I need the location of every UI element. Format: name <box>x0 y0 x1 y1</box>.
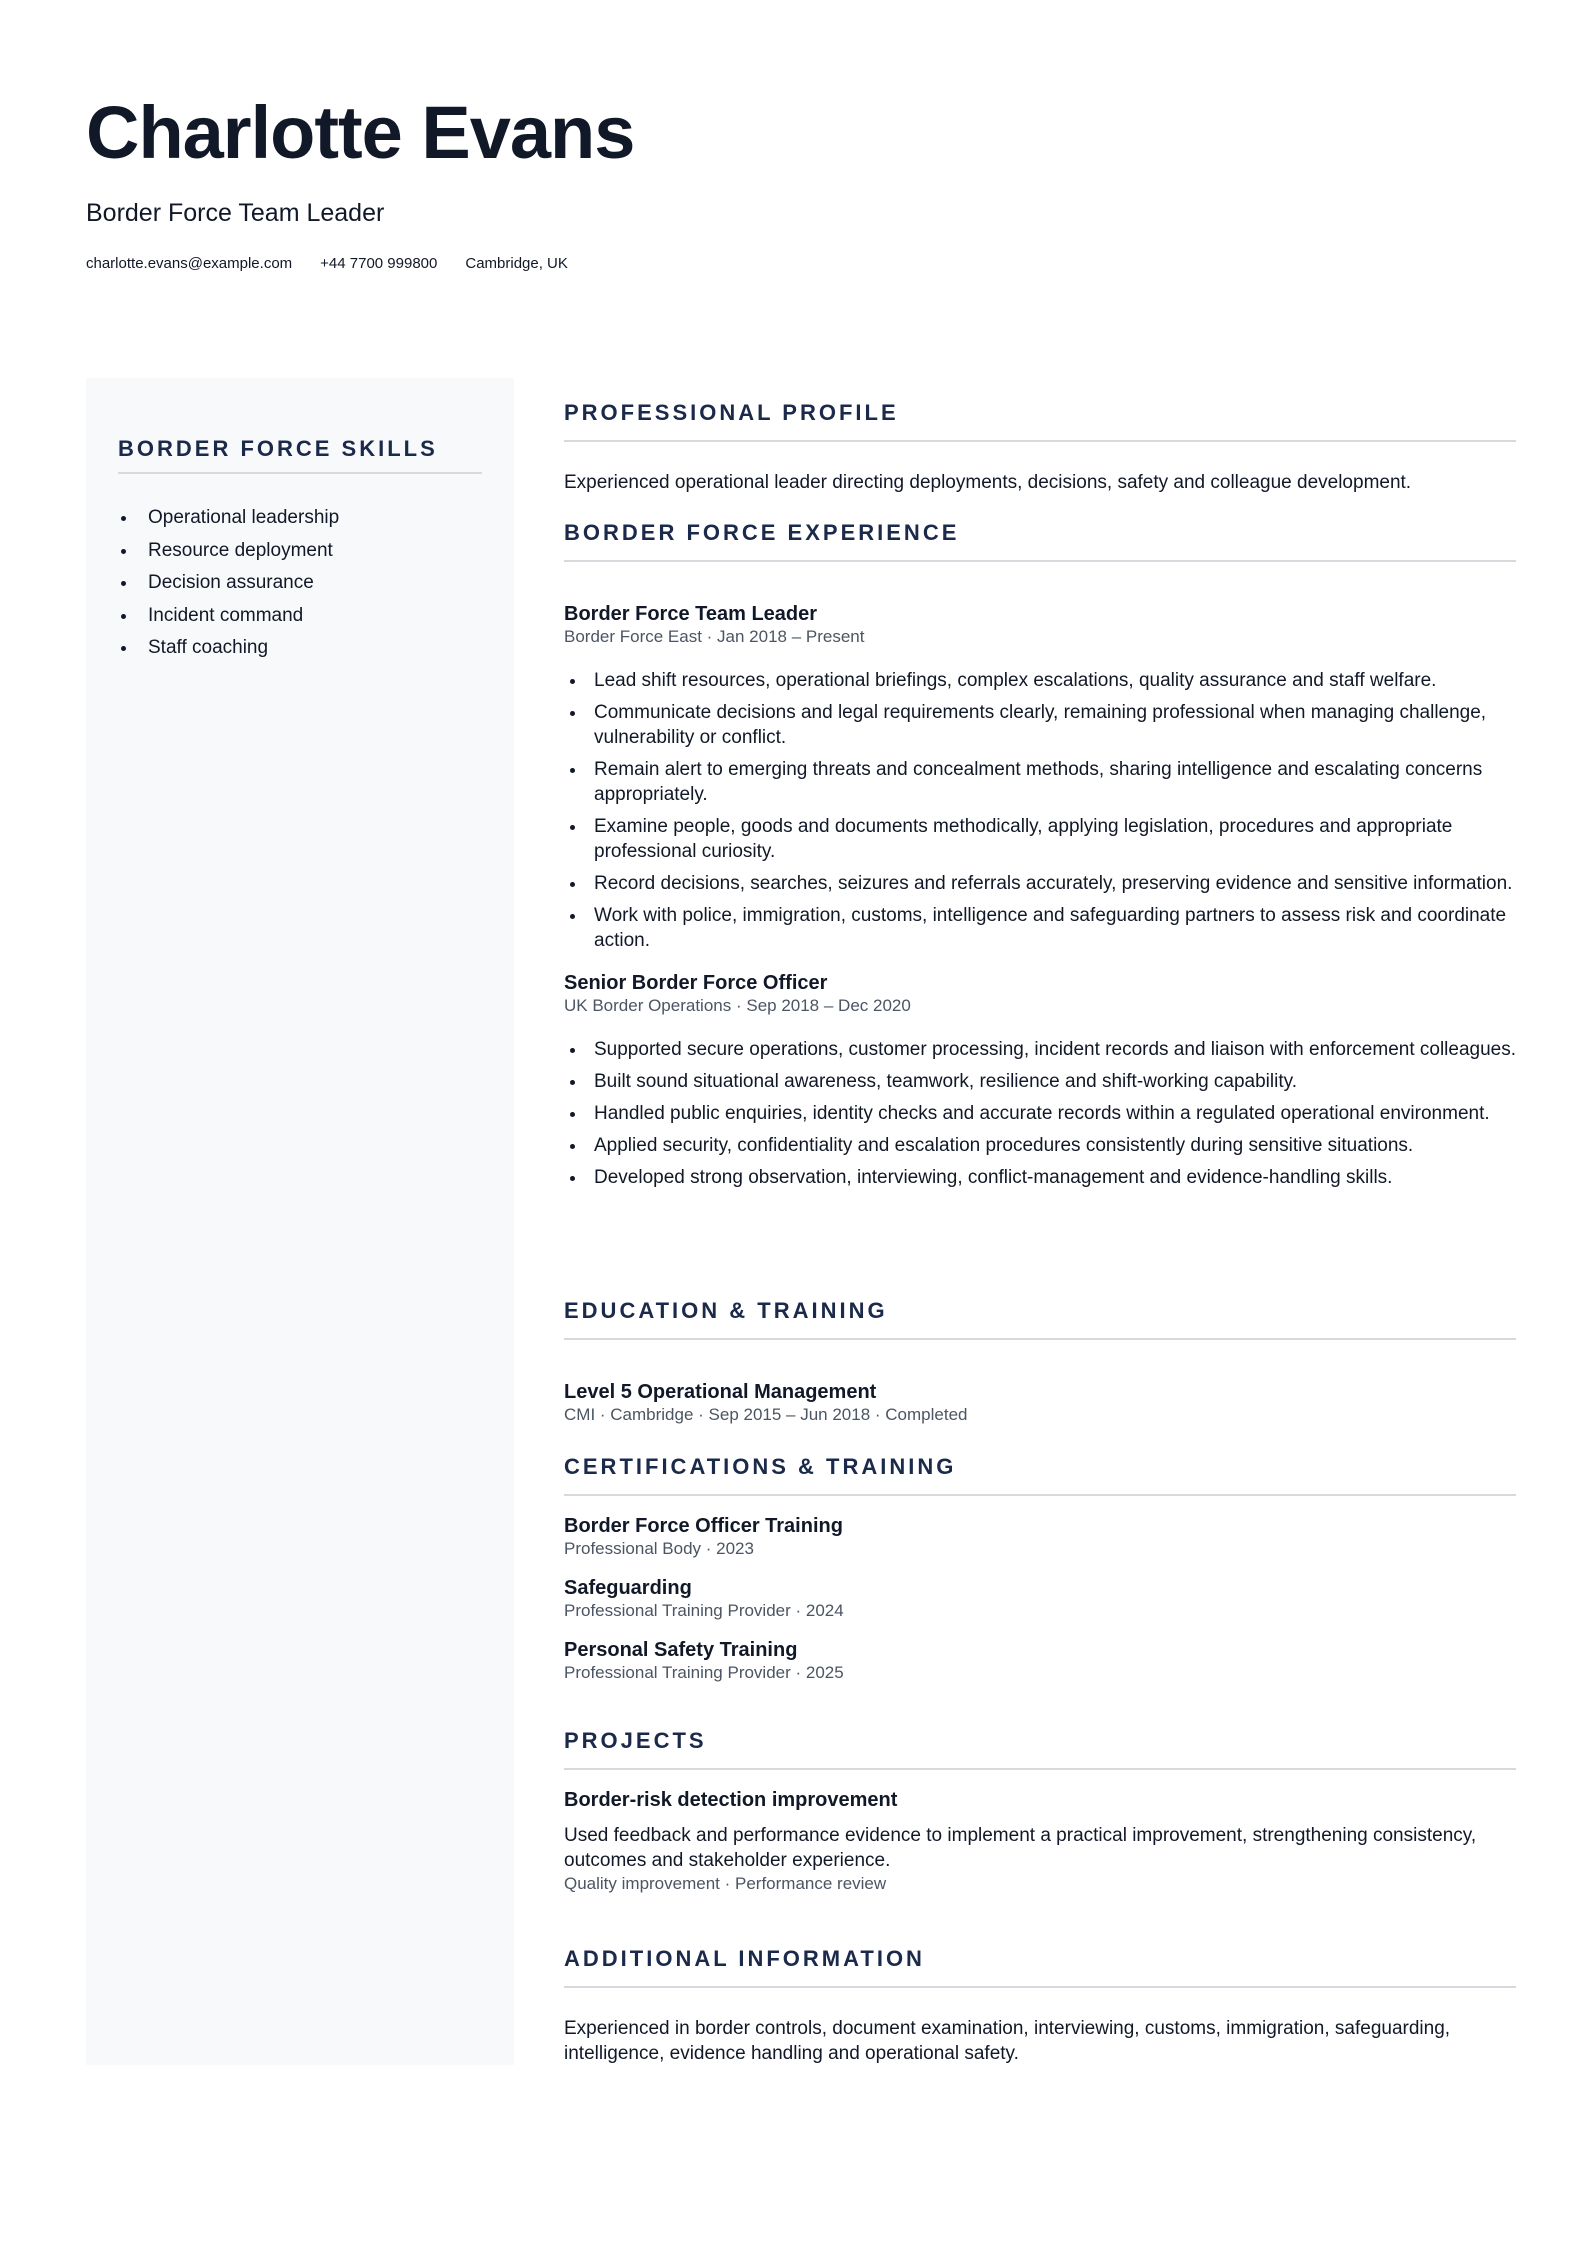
candidate-title: Border Force Team Leader <box>86 199 385 227</box>
education-section <box>564 1298 1516 1426</box>
certification-entry <box>564 1514 1516 1560</box>
certification-meta: Professional Training Provider · 2025 <box>564 1663 844 1682</box>
job-bullet: Remain alert to emerging threats and concealment methods, sharing intelligence and escalating concerns appropriately. <box>564 757 1516 807</box>
skill-item: Operational leadership <box>118 502 482 535</box>
skill-item: Staff coaching <box>118 632 482 665</box>
experience-heading: BORDER FORCE EXPERIENCE <box>564 520 1516 562</box>
additional-text: Experienced in border controls, document examination, interviewing, customs, immigration, safeguarding, intelligence, evidence handling and operational safety. <box>564 2018 1451 2064</box>
certification-title: Personal Safety Training <box>564 1639 798 1661</box>
job-entry <box>564 602 1516 953</box>
certifications-section <box>564 1454 1516 1684</box>
job-bullet: Record decisions, searches, seizures and referrals accurately, preserving evidence and sensitive information. <box>564 871 1516 896</box>
project-text: Used feedback and performance evidence to implement a practical improvement, strengthening consistency, outcomes and stakeholder experience. <box>564 1825 1477 1871</box>
certifications-heading: CERTIFICATIONS & TRAINING <box>564 1454 1516 1496</box>
project-title: Border-risk detection improvement <box>564 1789 898 1811</box>
skill-item: Decision assurance <box>118 567 482 600</box>
job-bullets <box>564 668 1516 953</box>
certification-title: Border Force Officer Training <box>564 1515 843 1537</box>
job-meta: UK Border Operations · Sep 2018 – Dec 2020 <box>564 996 911 1015</box>
job-bullet: Applied security, confidentiality and escalation procedures consistently during sensitive situations. <box>564 1133 1516 1158</box>
skill-item: Resource deployment <box>118 535 482 568</box>
certification-entry <box>564 1638 1516 1684</box>
contact-line <box>86 255 568 272</box>
project-entry <box>564 1788 1516 1895</box>
project-meta: Quality improvement · Performance review <box>564 1874 887 1893</box>
profile-heading: PROFESSIONAL PROFILE <box>564 400 1516 442</box>
job-bullet: Built sound situational awareness, teamwork, resilience and shift-working capability. <box>564 1069 1516 1094</box>
projects-section <box>564 1728 1516 1895</box>
job-bullet: Handled public enquiries, identity checks and accurate records within a regulated operational environment. <box>564 1101 1516 1126</box>
candidate-name: Charlotte Evans <box>86 91 635 174</box>
additional-section <box>564 1946 1516 2066</box>
job-bullet: Lead shift resources, operational briefings, complex escalations, quality assurance and staff welfare. <box>564 668 1516 693</box>
profile-text: Experienced operational leader directing deployments, decisions, safety and colleague development. <box>564 472 1412 493</box>
job-bullet: Developed strong observation, interviewing, conflict-management and evidence-handling skills. <box>564 1165 1516 1190</box>
job-bullets <box>564 1037 1516 1190</box>
contact-email[interactable]: charlotte.evans@example.com <box>86 255 293 272</box>
certification-entry <box>564 1576 1516 1622</box>
education-entry <box>564 1380 1516 1426</box>
profile-section <box>564 400 1516 495</box>
skill-item: Incident command <box>118 600 482 633</box>
job-bullet: Communicate decisions and legal requirements clearly, remaining professional when managing challenge, vulnerability or conflict. <box>564 700 1516 750</box>
certification-meta: Professional Body · 2023 <box>564 1539 754 1558</box>
contact-phone[interactable]: +44 7700 999800 <box>320 255 438 272</box>
skills-heading: BORDER FORCE SKILLS <box>118 436 482 474</box>
job-title: Border Force Team Leader <box>564 603 818 625</box>
job-bullet: Work with police, immigration, customs, intelligence and safeguarding partners to assess risk and coordinate action. <box>564 903 1516 953</box>
job-bullet: Examine people, goods and documents methodically, applying legislation, procedures and appropriate professional curiosity. <box>564 814 1516 864</box>
job-entry <box>564 971 1516 1190</box>
experience-section <box>564 520 1516 1197</box>
job-meta: Border Force East · Jan 2018 – Present <box>564 627 865 646</box>
education-title: Level 5 Operational Management <box>564 1381 877 1403</box>
additional-heading: ADDITIONAL INFORMATION <box>564 1946 1516 1988</box>
certification-meta: Professional Training Provider · 2024 <box>564 1601 844 1620</box>
education-meta: CMI · Cambridge · Sep 2015 – Jun 2018 · Completed <box>564 1405 968 1424</box>
job-bullet: Supported secure operations, customer processing, incident records and liaison with enforcement colleagues. <box>564 1037 1516 1062</box>
projects-heading: PROJECTS <box>564 1728 1516 1770</box>
job-title: Senior Border Force Officer <box>564 972 828 994</box>
certification-title: Safeguarding <box>564 1577 692 1599</box>
education-heading: EDUCATION & TRAINING <box>564 1298 1516 1340</box>
skills-sidebar <box>86 378 514 2065</box>
skills-list <box>118 502 482 665</box>
contact-location: Cambridge, UK <box>465 255 568 272</box>
